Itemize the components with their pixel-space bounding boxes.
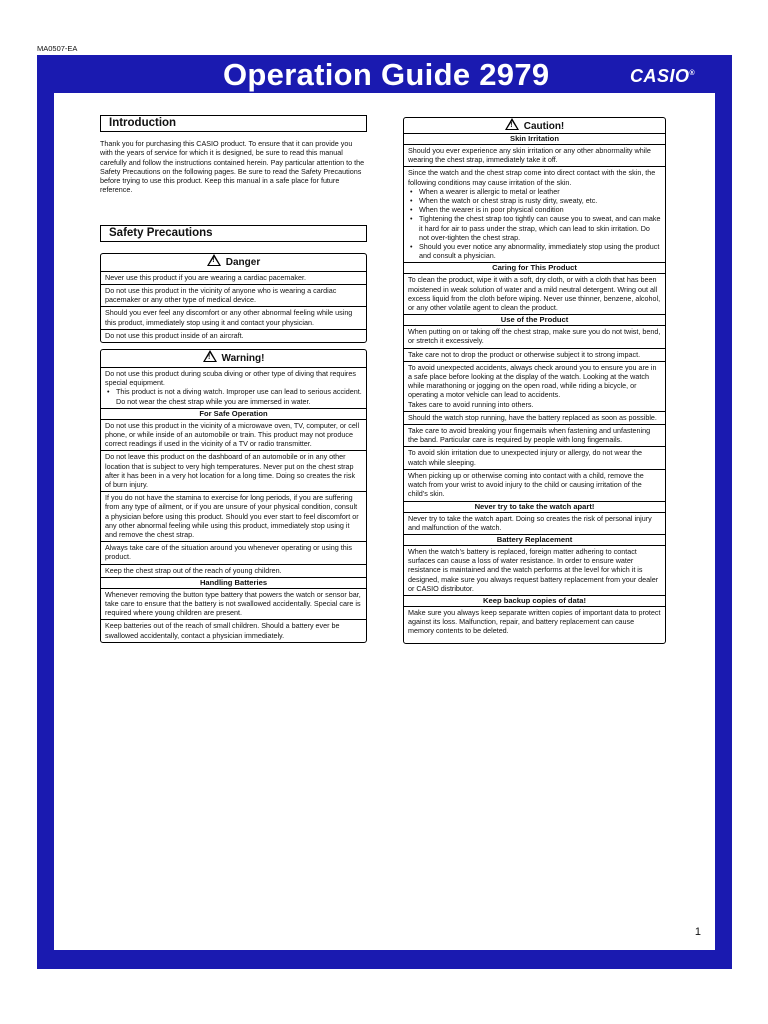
diving-item [101, 368, 366, 409]
left-column [100, 115, 367, 643]
danger-item: Never use this product if you are wearing a cardiac pacemaker. [101, 272, 366, 285]
warning-header [101, 350, 366, 368]
batteries-item: Keep batteries out of the reach of small children. Should a battery ever be swallowed accidentally, contact a physician immediately. [105, 621, 340, 640]
skin-bullet: • When the wearer is in poor physical condition [417, 205, 661, 214]
skin-bullet: • When a wearer is allergic to metal or leather [417, 187, 661, 196]
skin-irritation-heading: Skin Irritation [404, 134, 665, 145]
safe-operation-item: Do not leave this product on the dashboard of an automobile or in any other location that is subject to very high temperatures. Never put on the chest strap after it has been in a very hot location for a long time. Doing so creates the risk of burn injury. [101, 451, 366, 492]
caution-box [403, 117, 666, 644]
skin-bullets [408, 187, 661, 261]
safe-operation-item: Always take care of the situation around you whenever operating or using this product. [101, 542, 366, 564]
content-page [54, 93, 715, 950]
use-item: When putting on or taking off the chest strap, make sure you do not twist, bend, or stretch it excessively. [404, 326, 665, 348]
brand-logo [630, 66, 695, 87]
battery-replacement-text: When the watch’s battery is replaced, foreign matter adhering to contact surfaces can cause a loss of water resistance. In order to ensure water resistance is maintained and the watch performs at the level for which it is designed, make sure you always request battery replacement from your dealer or CASIO distributor. [404, 546, 665, 596]
backup-heading: Keep backup copies of data! [404, 596, 665, 607]
diving-bullets [105, 387, 362, 405]
caring-text: To clean the product, wipe it with a soft, dry cloth, or with a cloth that has been moistened in weak solution of water and a mild neutral detergent. Wring out all excess liquid from the cloth before wiping. Never use thinner, benzene, alcohol, or any other volatile agent to clean the product. [404, 274, 665, 315]
introduction-text: Thank you for purchasing this CASIO product. To ensure that it can provide you with the years of service for which it is designed, be sure to read this manual carefully and follow the instructions contained herein. Pay particular attention to the Safety Precautions on the following pages. Be sure to read the Safety Precautions before trying to use this product. Keep this manual in a safe place for future reference. [100, 139, 365, 195]
take-apart-heading: Never try to take the watch apart! [404, 502, 665, 513]
warning-title: Warning! [221, 353, 265, 364]
introduction-heading: Introduction [100, 115, 367, 132]
right-column [403, 117, 666, 644]
use-item [404, 362, 665, 412]
safe-operation-item: Keep the chest strap out of the reach of young children. [101, 565, 366, 578]
use-heading: Use of the Product [404, 315, 665, 326]
backup-text: Make sure you always keep separate written copies of important data to protect against its loss. Malfunction, repair, and battery replacement can cause memory contents to be deleted. [408, 607, 661, 636]
use-item-text: Takes care to avoid running into others. [408, 399, 534, 409]
skin-bullet: • Should you ever notice any abnormality, immediately stop using the product and consult a physician. [417, 242, 661, 260]
page-title: Operation Guide 2979 [223, 57, 550, 92]
diving-bullet: • This product is not a diving watch. Improper use can lead to serious accident. Do not wear the chest strap while you are immersed in water. [114, 387, 362, 405]
caring-heading: Caring for This Product [404, 263, 665, 274]
registered-mark: ® [689, 70, 696, 77]
danger-item: Do not use this product in the vicinity of anyone who is wearing a cardiac pacemaker or any other type of medical device. [101, 285, 366, 307]
danger-title: Danger [225, 256, 261, 268]
page-number: 1 [694, 926, 701, 938]
battery-replacement-heading: Battery Replacement [404, 535, 665, 546]
batteries-item: Whenever removing the button type battery that powers the watch or sensor bar, take care to ensure that the battery is not swallowed accidentally. Special care is required where young children are present. [101, 589, 366, 621]
safety-precautions-heading: Safety Precautions [100, 225, 367, 242]
safe-operation-item: If you do not have the stamina to exercise for long periods, if you are suffering from any type of ailment, or if you are unsure of your physical condition, consult a physician before using this product. Should you ever start to feel discomfort or any other abnormal feeling while using this product, immediately stop using it and remove the chest strap. [101, 492, 366, 542]
use-item: To avoid skin irritation due to unexpected injury or allergy, do not wear the watch while sleeping. [404, 447, 665, 469]
document-code: MA0507-EA [37, 44, 78, 53]
warning-triangle-icon [207, 254, 221, 266]
warning-box [100, 349, 367, 643]
use-item: When picking up or otherwise coming into contact with a child, remove the watch from your wrist to avoid injury to the child or causing irritation of the child’s skin. [404, 470, 665, 502]
use-item-text: To avoid unexpected accidents, always check around you to ensure you are in a safe place before looking at the display of the watch. Looking at the watch while marathoning or jogging on the open road, while riding a bicycle, or operating a motor vehicle can lead to accidents. [408, 362, 657, 400]
take-apart-text: Never try to take the watch apart. Doing so creates the risk of personal injury and malfunction of the watch. [404, 513, 665, 535]
brand-name: CASIO [630, 66, 690, 86]
danger-item: Do not use this product inside of an aircraft. [105, 330, 244, 340]
use-item: Take care not to drop the product or otherwise subject it to strong impact. [404, 349, 665, 362]
danger-item: Should you ever feel any discomfort or any other abnormal feeling while using this product, immediately stop using it and contact your physician. [101, 307, 366, 329]
caution-title: Caution! [523, 121, 565, 132]
safe-operation-heading: For Safe Operation [101, 409, 366, 420]
skin-bullet: • When the watch or chest strap is rusty dirty, sweaty, etc. [417, 196, 661, 205]
skin-bullet: • Tightening the chest strap too tightly can cause you to sweat, and can make it hard for air to pass under the strap, which can lead to skin irritation. Do not over-tighten the chest strap. [417, 214, 661, 242]
skin-conditions-intro: Since the watch and the chest strap come into direct contact with the skin, the following conditions may cause irritation of the skin. [408, 168, 656, 187]
diving-text: Do not use this product during scuba diving or other type of diving that requires special equipment. [105, 369, 356, 388]
warning-triangle-icon [203, 350, 217, 362]
safe-operation-item: Do not use this product in the vicinity of a microwave oven, TV, computer, or cell phone, or while inside of an automobile or train. This product may not produce correct readings if used in the vicinity of a TV or radio transmitter. [101, 420, 366, 452]
skin-item [404, 167, 665, 263]
caution-header [404, 118, 665, 134]
handling-batteries-heading: Handling Batteries [101, 578, 366, 589]
warning-triangle-icon [505, 118, 519, 130]
use-item: Take care to avoid breaking your fingernails when fastening and unfastening the band. Particular care is required by people with long fingernails. [404, 425, 665, 447]
use-item: Should the watch stop running, have the battery replaced as soon as possible. [404, 412, 665, 425]
danger-box [100, 253, 367, 343]
skin-item: Should you ever experience any skin irritation or any other abnormality while wearing the chest strap, immediately take it off. [404, 145, 665, 167]
danger-header [101, 254, 366, 272]
